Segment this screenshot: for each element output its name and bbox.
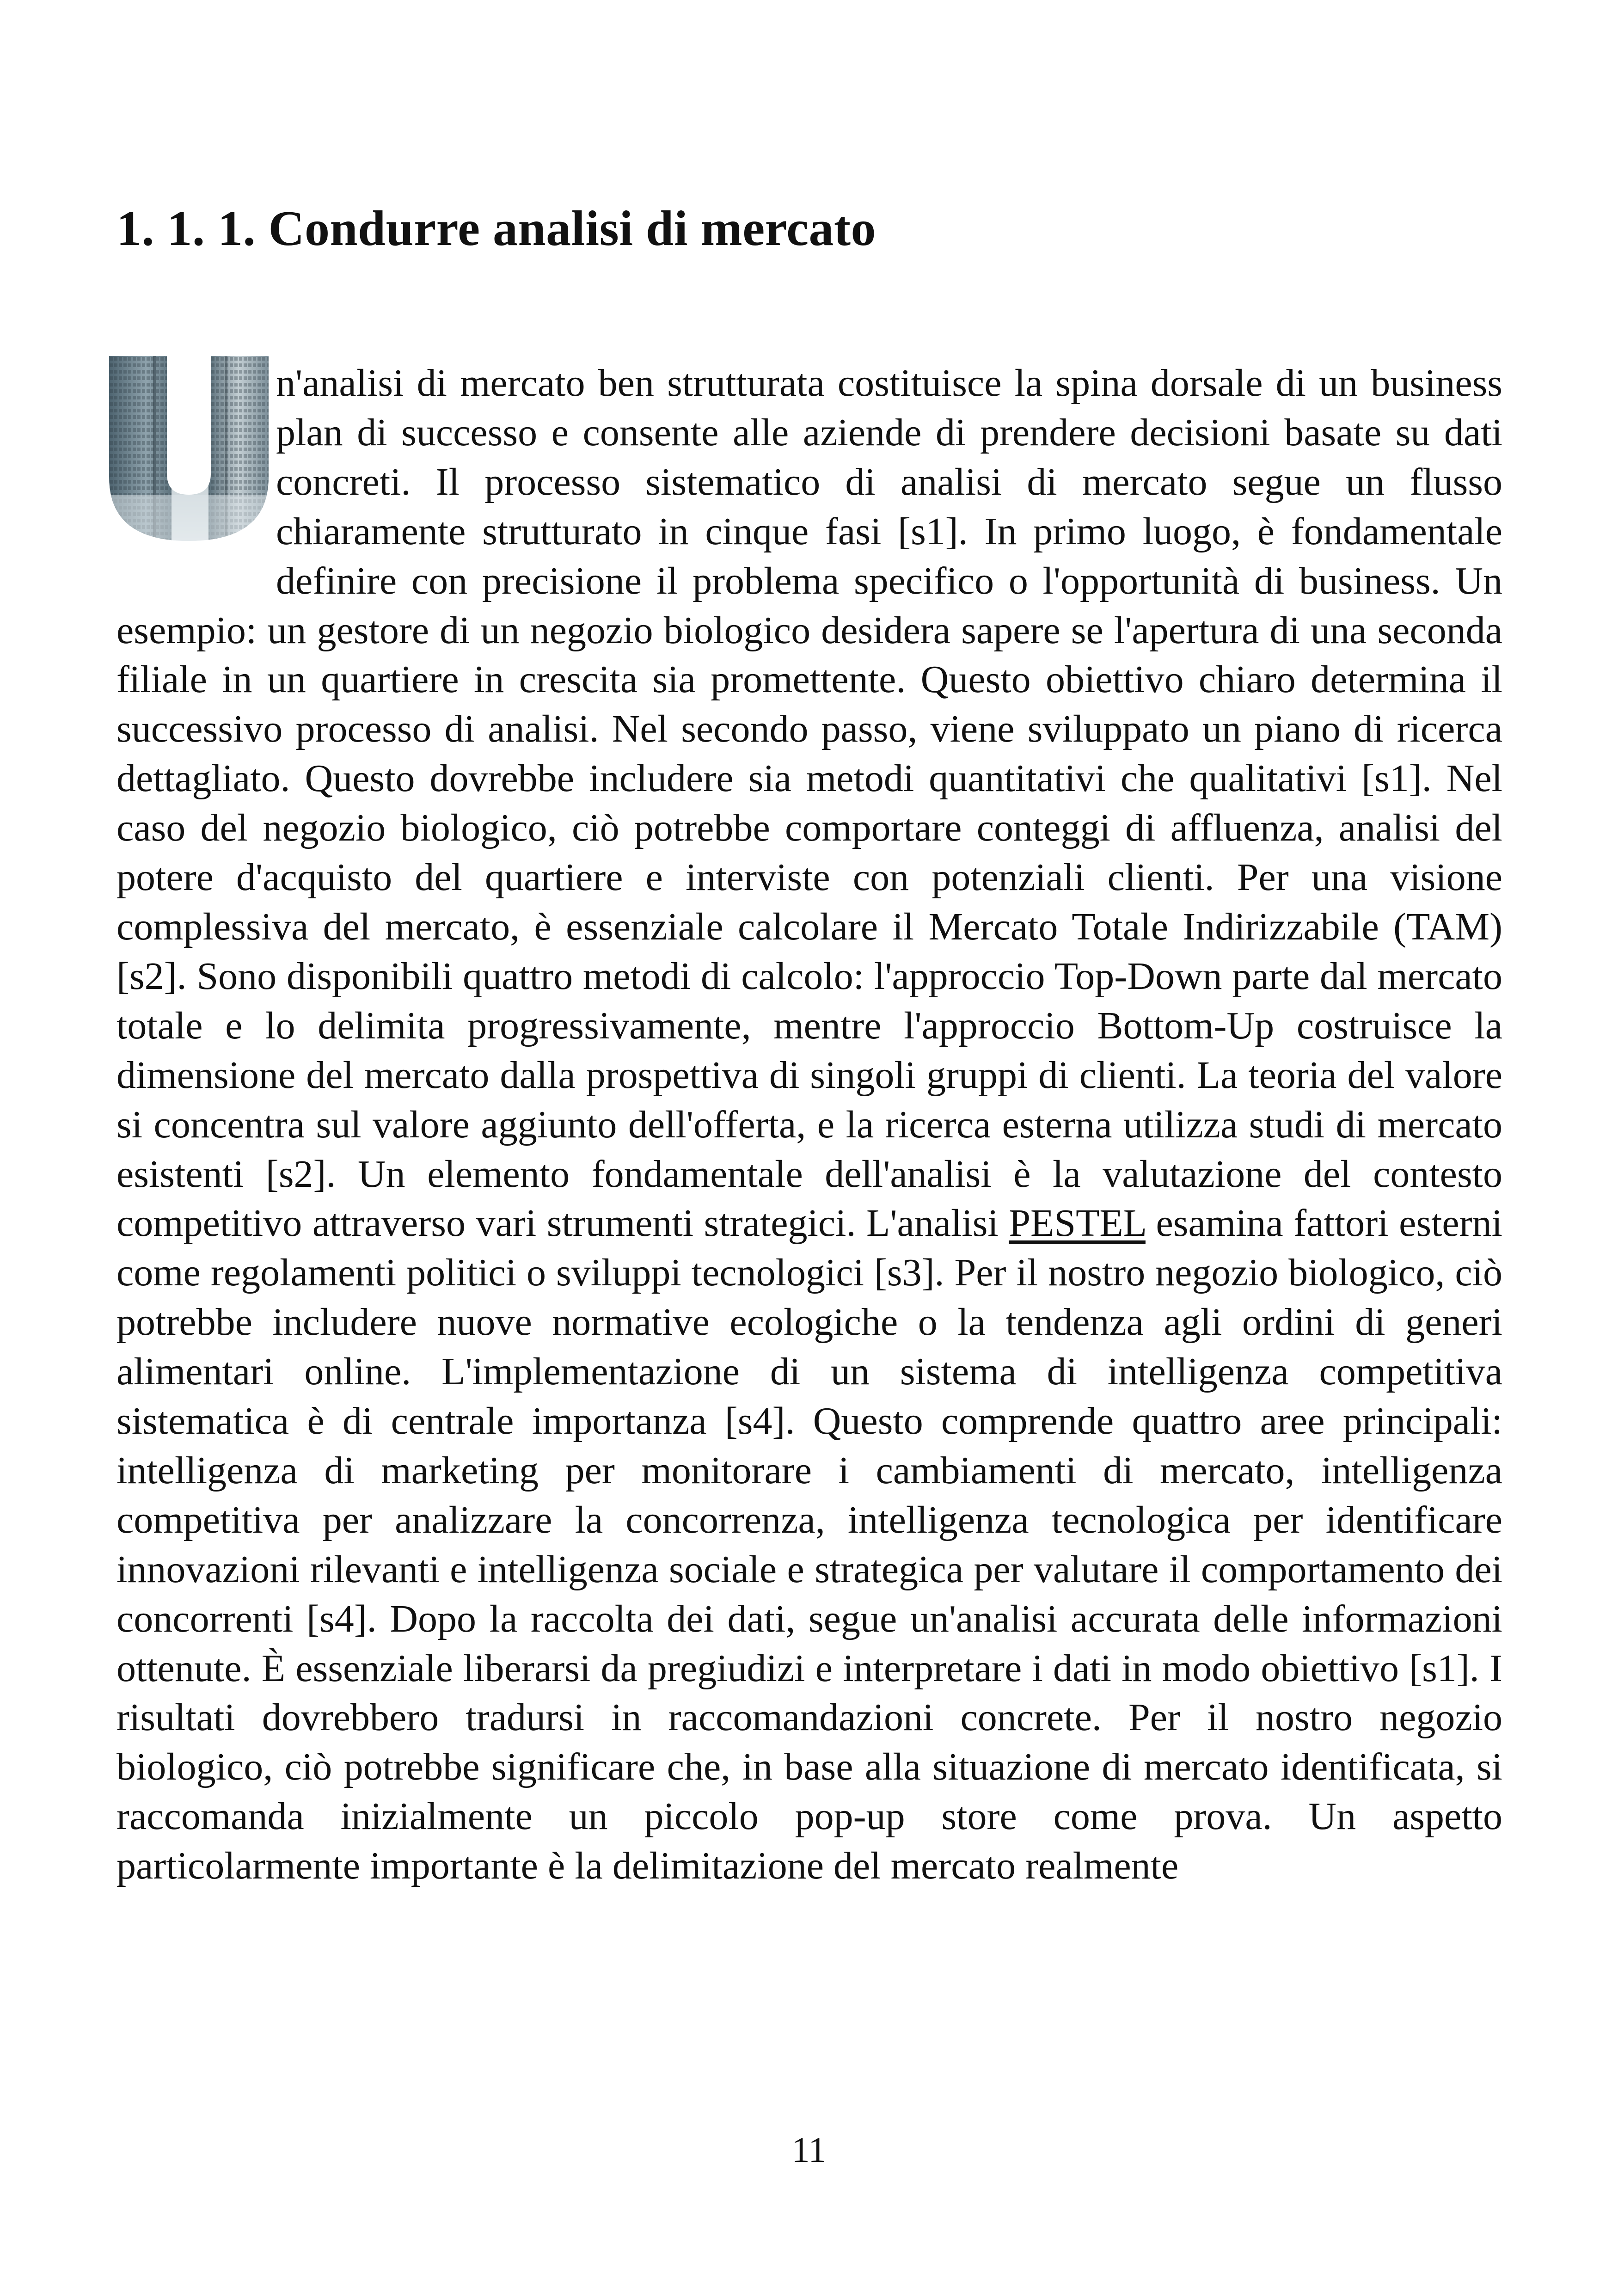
section-heading: 1. 1. 1. Condurre analisi di mercato: [116, 201, 876, 256]
paragraph-text-part-2: esamina fattori esterni come regolamenti politici o sviluppi tecnologici [s3]. Per il nostro negozio biologico, ciò potrebbe includere nuove normative ecologiche o la tendenza agli ordini di generi alimentari online. L'implementazione di un sistema di intelligenza competitiva sistematica è di centrale importanza [s4]. Questo comprende quattro aree principali: intelligenza di marketing per monitorare i cambiamenti di mercato, intelligenza competitiva per analizzare la concorrenza, intelligenza tecnologica per identificare innovazioni rilevanti e intelligenza sociale e strategica per valutare il comportamento dei concorrenti [s4]. Dopo la raccolta dei dati, segue un'analisi accurata delle informazioni ottenute. È essenziale liberarsi da pregiudizi e interpretare i dati in modo obiettivo [s1]. I risultati dovrebbero tradursi in raccomandazioni concrete. Per il nostro negozio biologico, ciò potrebbe significare che, in base alla situazione di mercato identificata, si raccomanda inizialmente un piccolo pop-up store come prova. Un aspetto particolarmente importante è la delimitazione del mercato realmente: [116, 1202, 1502, 1888]
page-number: 11: [791, 2130, 827, 2170]
pestel-link[interactable]: PESTEL: [1009, 1202, 1146, 1245]
body-paragraph: [116, 359, 1502, 1891]
drop-cap-spacer: [116, 359, 276, 557]
paragraph-text-part-1: n'analisi di mercato ben strutturata costituisce la spina dorsale di un business plan di successo e consente alle aziende di prendere decisioni basate su dati concreti. Il processo sistematico di analisi di mercato segue un flusso chiaramente strutturato in cinque fasi [s1]. In primo luogo, è fondamentale definire con precisione il problema specifico o l'opportunità di business. Un esempio: un gestore di un negozio biologico desidera sapere se l'apertura di una seconda filiale in un quartiere in crescita sia promettente. Questo obiettivo chiaro determina il successivo processo di analisi. Nel secondo passo, viene sviluppato un piano di ricerca dettagliato. Questo dovrebbe includere sia metodi quantitativi che qualitativi [s1]. Nel caso del negozio biologico, ciò potrebbe comportare conteggi di affluenza, analisi del potere d'acquisto del quartiere e interviste con potenziali clienti. Per una visione complessiva del mercato, è essenziale calcolare il Mercato Totale Indirizzabile (TAM) [s2]. Sono disponibili quattro metodi di calcolo: l'approccio Top-Down parte dal mercato totale e lo delimita progressivamente, mentre l'approccio Bottom-Up costruisce la dimensione del mercato dalla prospettiva di singoli gruppi di clienti. La teoria del valore si concentra sul valore aggiunto dell'offerta, e la ricerca esterna utilizza studi di mercato esistenti [s2]. Un elemento fondamentale dell'analisi è la valutazione del contesto competitivo attraverso vari strumenti strategici. L'analisi: [116, 362, 1502, 1245]
